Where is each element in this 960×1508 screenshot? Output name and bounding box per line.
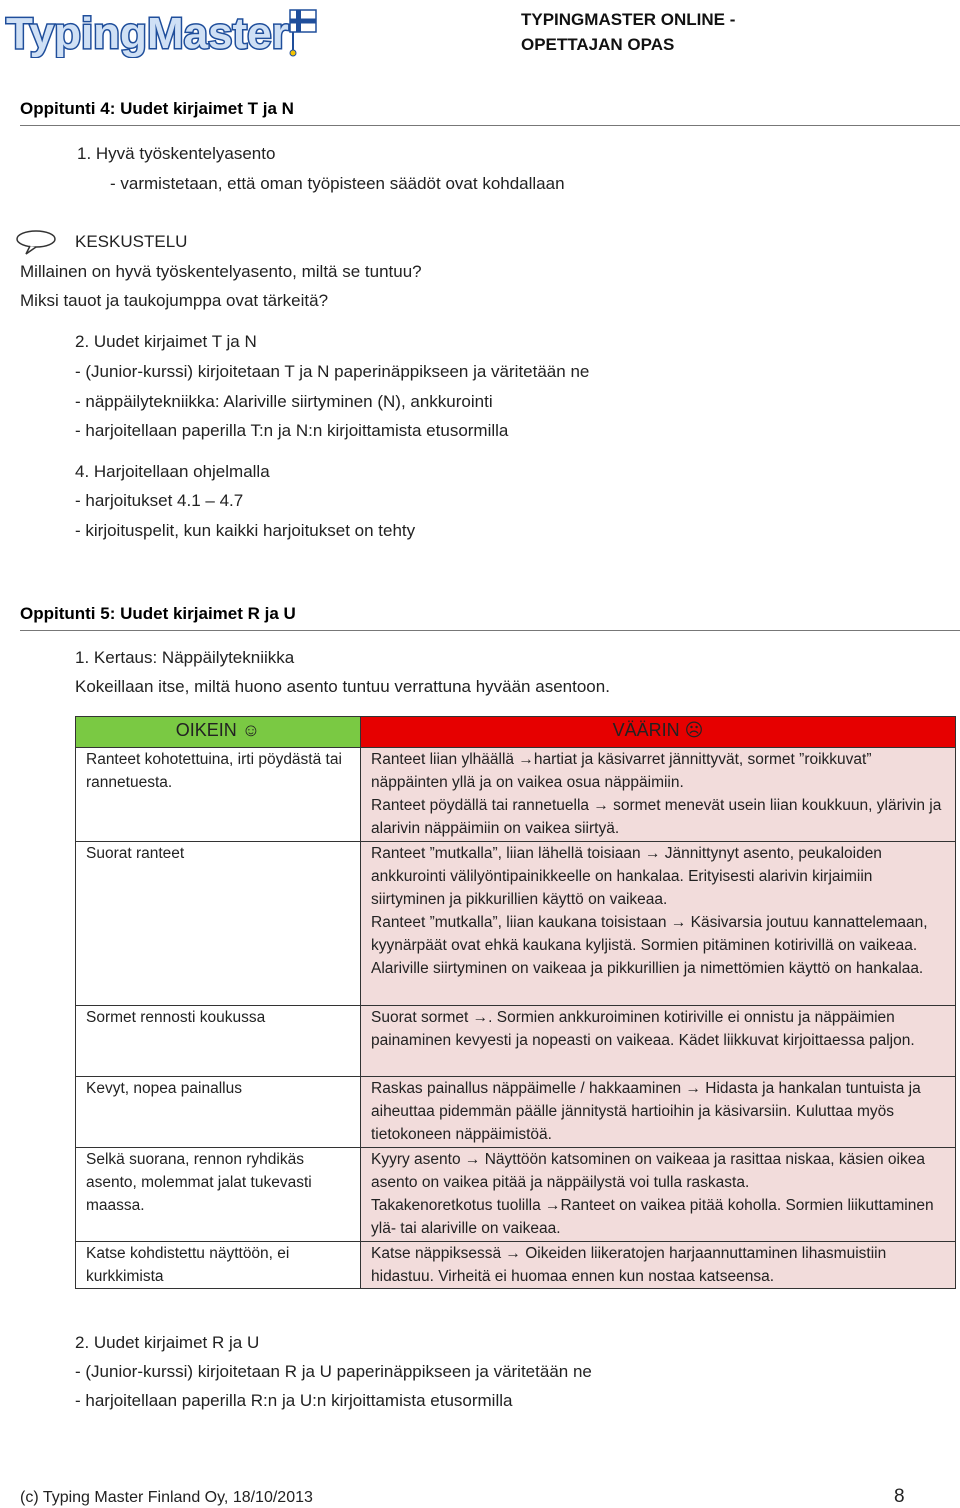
typingmaster-logo (2, 2, 332, 58)
column-header-wrong: VÄÄRIN ☹ (361, 717, 956, 748)
lesson5-item1-title: 1. Kertaus: Näppäilytekniikka (75, 648, 295, 667)
wrong-text: Katse näppiksessä → Oikeiden liikeratojen harjaannuttaminen lihasmuistiin hidastuu. Virheitä ei huomaa ennen kun nostaa katseensa. (371, 1245, 887, 1285)
finnish-flag-key-icon (290, 10, 316, 56)
column-header-correct: OIKEIN ☺ (76, 717, 361, 748)
lesson4-item2-line2: - näppäilytekniikka: Alariville siirtyminen (N), ankkurointi (75, 392, 493, 411)
lesson4-item1-sub: - varmistetaan, että oman työpisteen säädöt ovat kohdallaan (110, 174, 565, 193)
wrong-cell (361, 1148, 956, 1242)
logo-graphic (2, 2, 332, 58)
discussion-question-1: Millainen on hyvä työskentelyasento, miltä se tuntuu? (20, 262, 422, 281)
page-number: 8 (894, 1486, 905, 1507)
lesson5-heading: Oppitunti 5: Uudet kirjaimet R ja U (20, 604, 296, 623)
wrong-text: Raskas painallus näppäimelle / hakkaaminen → Hidasta ja hankalan tuntuista ja aiheuttaa pidemmän päälle jännitystä hartioihin ja käsivarsiin. Kuluttaa myös tietokoneen näppäimistöä. (371, 1080, 921, 1143)
correct-cell: Kevyt, nopea painallus (76, 1077, 361, 1148)
posture-comparison-table (75, 716, 956, 1289)
lesson4-heading: Oppitunti 4: Uudet kirjaimet T ja N (20, 99, 294, 118)
table-row (76, 1148, 956, 1242)
wrong-text: Kyyry asento → Näyttöön katsominen on vaikeaa ja rasittaa niskaa, käsien oikea asento on vaikea pitää ja näppäilystä voi tulla raskasta. (371, 1151, 925, 1191)
wrong-cell (361, 1006, 956, 1077)
lesson4-item2-line3: - harjoitellaan paperilla T:n ja N:n kirjoittamista etusormilla (75, 421, 509, 440)
footer-copyright: (c) Typing Master Finland Oy, 18/10/2013 (20, 1489, 313, 1506)
wrong-text: Ranteet ”mutkalla”, liian lähellä toisiaan → Jännittynyt asento, peukaloiden ankkurointi välilyöntipainikkeelle on hankalaa. Erityisesti alarivin kirjaimiin siirtyminen ja pikkurillien käyttö on vaikeaa. (371, 845, 882, 908)
table-row (76, 1006, 956, 1077)
wrong-text: Ranteet ”mutkalla”, liian kaukana toisistaan → Käsivarsia joutuu kannattelemaan, kyynärpäät ovat ehkä kaukana kyljistä. Sormien pitäminen kotirivillä on vaikeaa. Alariville siirtyminen on vaikeaa ja pikkurillien ja nimettömien käyttö on hankalaa. (371, 914, 928, 977)
lesson4-item4-line1: - harjoitukset 4.1 – 4.7 (75, 491, 244, 510)
correct-cell: Selkä suorana, rennon ryhdikäs asento, molemmat jalat tukevasti maassa. (76, 1148, 361, 1242)
logo-wordmark: TypingMaster (6, 9, 289, 58)
header-title-line1: TYPINGMASTER ONLINE - (521, 10, 736, 29)
correct-cell: Katse kohdistettu näyttöön, ei kurkkimista (76, 1242, 361, 1289)
wrong-cell (361, 1242, 956, 1289)
lesson5-item2-line1: - (Junior-kurssi) kirjoitetaan R ja U paperinäppikseen ja väritetään ne (75, 1362, 592, 1381)
wrong-text: Ranteet pöydällä tai rannetuella → sormet menevät usein liian koukkuun, ylärivin ja alarivin näppäimiin on vaikea siirtyä. (371, 797, 942, 837)
heading-rule (20, 125, 960, 126)
wrong-cell (361, 1077, 956, 1148)
wrong-cell (361, 842, 956, 1006)
lesson4-item4-line2: - kirjoituspelit, kun kaikki harjoitukset on tehty (75, 521, 416, 540)
speech-bubble-icon (14, 229, 58, 255)
discussion-question-2: Miksi tauot ja taukojumppa ovat tärkeitä? (20, 291, 329, 310)
heading-rule (20, 630, 960, 631)
header-title-line2: OPETTAJAN OPAS (521, 35, 675, 54)
table-row (76, 748, 956, 842)
wrong-text: Suorat sormet →. Sormien ankkuroiminen kotiriville ei onnistu ja näppäimien painaminen kevyesti ja nopeasti on vaikeaa. Kädet liikkuvat kirjoittaessa paljon. (371, 1009, 915, 1049)
correct-cell: Suorat ranteet (76, 842, 361, 1006)
table-row (76, 1242, 956, 1289)
lesson5-item2-line2: - harjoitellaan paperilla R:n ja U:n kirjoittamista etusormilla (75, 1391, 513, 1410)
wrong-cell (361, 748, 956, 842)
lesson4-item4-title: 4. Harjoitellaan ohjelmalla (75, 462, 270, 481)
lesson4-item2-line1: - (Junior-kurssi) kirjoitetaan T ja N paperinäppikseen ja väritetään ne (75, 362, 590, 381)
wrong-text: Ranteet liian ylhäällä →hartiat ja käsivarret jännittyvät, sormet ”roikkuvat” näppäinten yllä ja on vaikea osua näppäimiin. (371, 751, 872, 791)
table-row (76, 1077, 956, 1148)
discussion-label: KESKUSTELU (75, 232, 188, 251)
correct-cell: Sormet rennosti koukussa (76, 1006, 361, 1077)
correct-cell: Ranteet kohotettuina, irti pöydästä tai rannetuesta. (76, 748, 361, 842)
lesson4-item1-title: 1. Hyvä työskentelyasento (77, 144, 276, 163)
lesson5-item2-title: 2. Uudet kirjaimet R ja U (75, 1333, 260, 1352)
lesson4-item2-title: 2. Uudet kirjaimet T ja N (75, 332, 257, 351)
table-row (76, 842, 956, 1006)
lesson5-item1-sub: Kokeillaan itse, miltä huono asento tuntuu verrattuna hyvään asentoon. (75, 677, 610, 696)
wrong-text: Takakenoretkotus tuolilla →Ranteet on vaikea pitää koholla. Sormien liikuttaminen ylä- tai alariville on vaikeaa. (371, 1197, 934, 1237)
